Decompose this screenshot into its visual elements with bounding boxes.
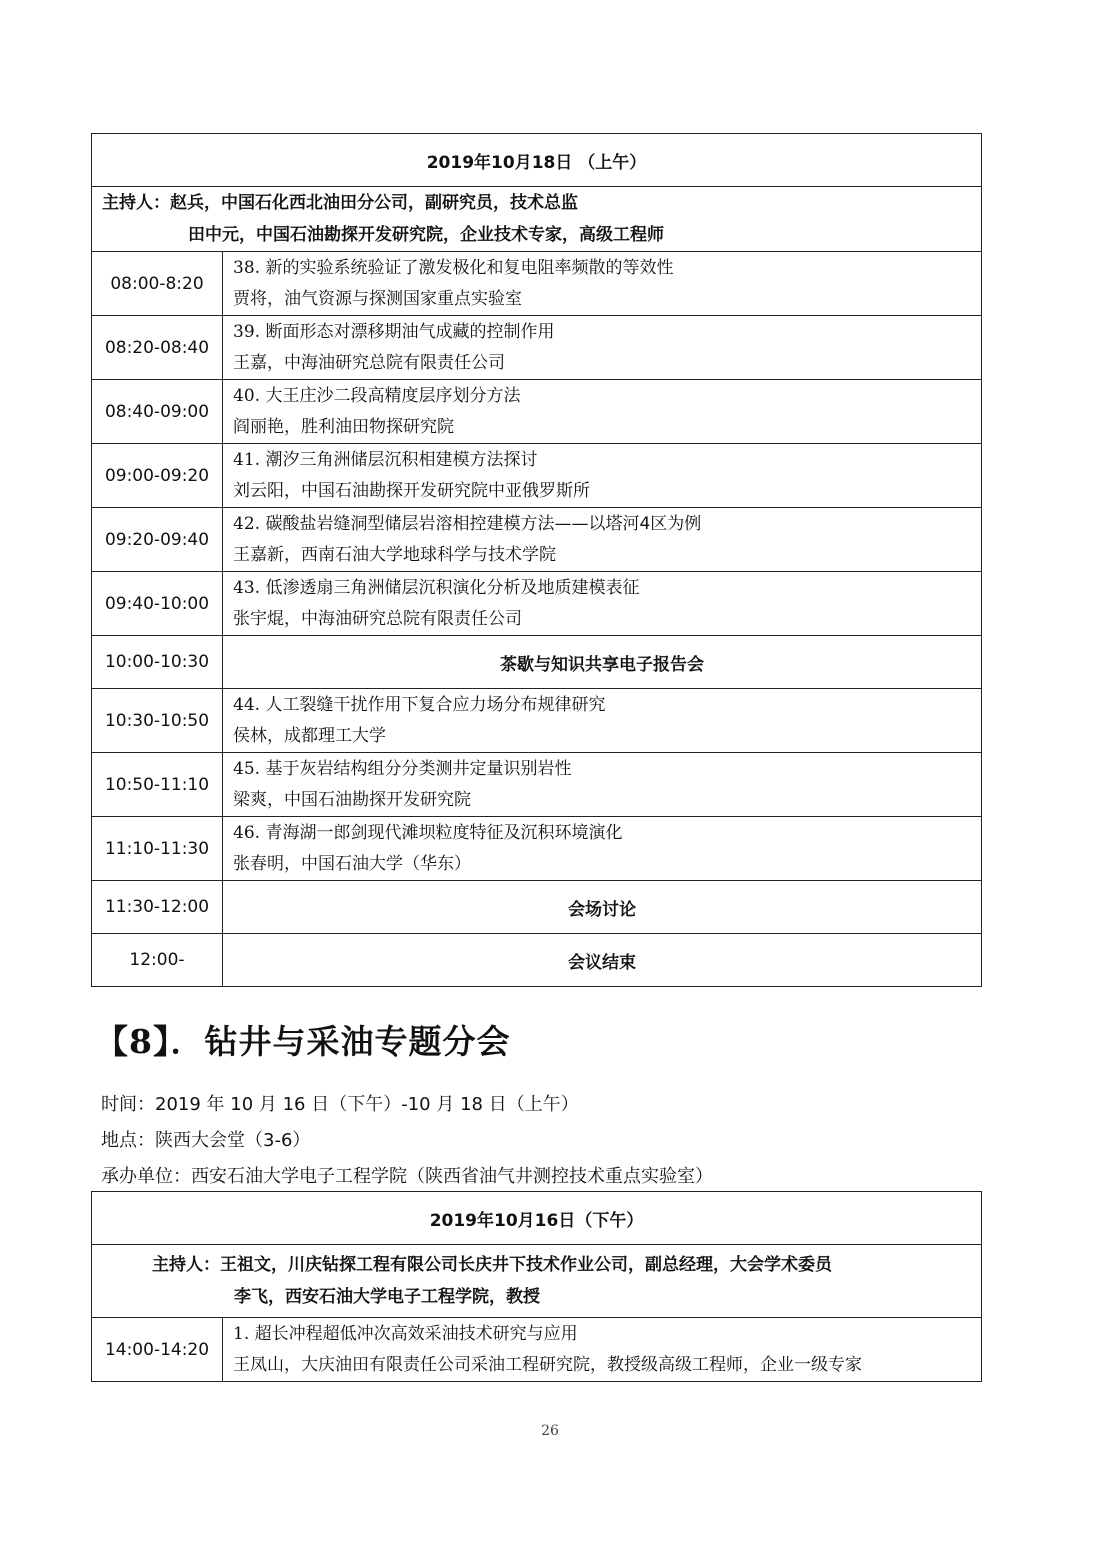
talk-cell	[223, 753, 982, 817]
talk-number: 42.	[233, 513, 261, 534]
talk-speaker: 贾将，油气资源与探测国家重点实验室	[233, 288, 522, 309]
talk-speaker: 阎丽艳，胜利油田物探研究院	[233, 416, 454, 437]
talk-title: 大王庄沙二段高精度层序划分方法	[265, 385, 521, 406]
host-line-2: 李飞，西安石油大学电子工程学院，教授	[234, 1287, 540, 1307]
talk-number: 1.	[233, 1323, 250, 1344]
time-slot: 14:00-14:20	[92, 1318, 223, 1382]
talk-speaker: 王凤山，大庆油田有限责任公司采油工程研究院，教授级高级工程师，企业一级专家	[233, 1354, 862, 1375]
time-slot: 12:00-	[92, 934, 223, 987]
talk-cell	[223, 817, 982, 881]
talk-title-line	[233, 573, 981, 604]
talk-title-line	[233, 509, 981, 540]
schedule-row	[92, 817, 982, 881]
talk-cell	[223, 572, 982, 636]
talk-title: 潮汐三角洲储层沉积相建模方法探讨	[265, 449, 538, 470]
talk-title: 断面形态对漂移期油气成藏的控制作用	[265, 321, 555, 342]
talk-title-line	[233, 690, 981, 721]
schedule-row	[92, 1318, 982, 1382]
session-date-header: 2019年10月18日 （上午）	[92, 134, 982, 187]
talk-number: 43.	[233, 577, 261, 598]
talk-speaker: 王嘉，中海油研究总院有限责任公司	[233, 352, 505, 373]
event-label: 会场讨论	[223, 881, 982, 934]
talk-title: 新的实验系统验证了激发极化和复电阻率频散的等效性	[265, 257, 674, 278]
talk-number: 39.	[233, 321, 261, 342]
schedule-table-oct18	[91, 133, 982, 987]
talk-cell	[223, 508, 982, 572]
schedule-row	[92, 316, 982, 380]
talk-title-line	[233, 381, 981, 412]
schedule-row	[92, 881, 982, 934]
time-slot: 10:00-10:30	[92, 636, 223, 689]
time-slot: 11:10-11:30	[92, 817, 223, 881]
time-slot: 08:00-8:20	[92, 252, 223, 316]
talk-number: 44.	[233, 694, 261, 715]
talk-title: 超长冲程超低冲次高效采油技术研究与应用	[254, 1323, 578, 1344]
talk-number: 40.	[233, 385, 261, 406]
section-organizer: 承办单位：西安石油大学电子工程学院（陕西省油气井测控技术重点实验室）	[101, 1166, 713, 1187]
talk-speaker: 梁爽，中国石油勘探开发研究院	[233, 789, 471, 810]
talk-cell	[223, 380, 982, 444]
section-time: 时间：2019 年 10 月 16 日（下午）-10 月 18 日（上午）	[101, 1094, 579, 1115]
talk-title-line	[233, 253, 981, 284]
talk-title-line	[233, 445, 981, 476]
talk-speaker: 张宇焜，中海油研究总院有限责任公司	[233, 608, 522, 629]
time-slot: 08:20-08:40	[92, 316, 223, 380]
schedule-row	[92, 689, 982, 753]
talk-title-line	[233, 818, 981, 849]
time-slot: 09:20-09:40	[92, 508, 223, 572]
talk-speaker: 刘云阳，中国石油勘探开发研究院中亚俄罗斯所	[233, 480, 590, 501]
talk-cell	[223, 316, 982, 380]
talk-title-line	[233, 317, 981, 348]
section-title: 【8】．钻井与采油专题分会	[95, 1022, 511, 1061]
talk-cell	[223, 689, 982, 753]
talk-title: 碳酸盐岩缝洞型储层岩溶相控建模方法——以塔河4区为例	[265, 513, 702, 534]
schedule-row	[92, 572, 982, 636]
talk-title-line	[233, 754, 981, 785]
time-slot: 11:30-12:00	[92, 881, 223, 934]
talk-speaker: 侯林，成都理工大学	[233, 725, 386, 746]
talk-title: 基于灰岩结构组分分类测井定量识别岩性	[265, 758, 572, 779]
talk-title-line	[233, 1319, 981, 1350]
talk-number: 45.	[233, 758, 261, 779]
time-slot: 09:00-09:20	[92, 444, 223, 508]
talk-number: 41.	[233, 449, 261, 470]
schedule-row	[92, 753, 982, 817]
time-slot: 09:40-10:00	[92, 572, 223, 636]
session-hosts	[92, 1245, 982, 1318]
talk-number: 38.	[233, 257, 261, 278]
section-location: 地点：陕西大会堂（3-6）	[101, 1130, 311, 1151]
event-label: 茶歇与知识共享电子报告会	[223, 636, 982, 689]
session-hosts	[92, 187, 982, 252]
schedule-row	[92, 636, 982, 689]
session-date-header: 2019年10月16日（下午）	[92, 1192, 982, 1245]
time-slot: 10:30-10:50	[92, 689, 223, 753]
schedule-row	[92, 934, 982, 987]
host-line-1: 主持人：赵兵，中国石化西北油田分公司，副研究员，技术总监	[102, 193, 578, 213]
time-slot: 08:40-09:00	[92, 380, 223, 444]
talk-cell	[223, 1318, 982, 1382]
event-label: 会议结束	[223, 934, 982, 987]
schedule-row	[92, 508, 982, 572]
host-line-1: 主持人：王祖文，川庆钻探工程有限公司长庆井下技术作业公司，副总经理，大会学术委员	[152, 1255, 832, 1275]
schedule-row	[92, 252, 982, 316]
schedule-row	[92, 380, 982, 444]
talk-number: 46.	[233, 822, 261, 843]
host-line-2: 田中元，中国石油勘探开发研究院，企业技术专家，高级工程师	[188, 225, 664, 245]
talk-cell	[223, 252, 982, 316]
talk-title: 低渗透扇三角洲储层沉积演化分析及地质建模表征	[265, 577, 640, 598]
talk-title: 青海湖一郎剑现代滩坝粒度特征及沉积环境演化	[265, 822, 623, 843]
schedule-table-oct16	[91, 1191, 982, 1382]
page-number: 26	[541, 1423, 559, 1439]
time-slot: 10:50-11:10	[92, 753, 223, 817]
schedule-row	[92, 444, 982, 508]
talk-cell	[223, 444, 982, 508]
talk-title: 人工裂缝干扰作用下复合应力场分布规律研究	[265, 694, 606, 715]
talk-speaker: 张春明，中国石油大学（华东）	[233, 853, 471, 874]
talk-speaker: 王嘉新，西南石油大学地球科学与技术学院	[233, 544, 556, 565]
